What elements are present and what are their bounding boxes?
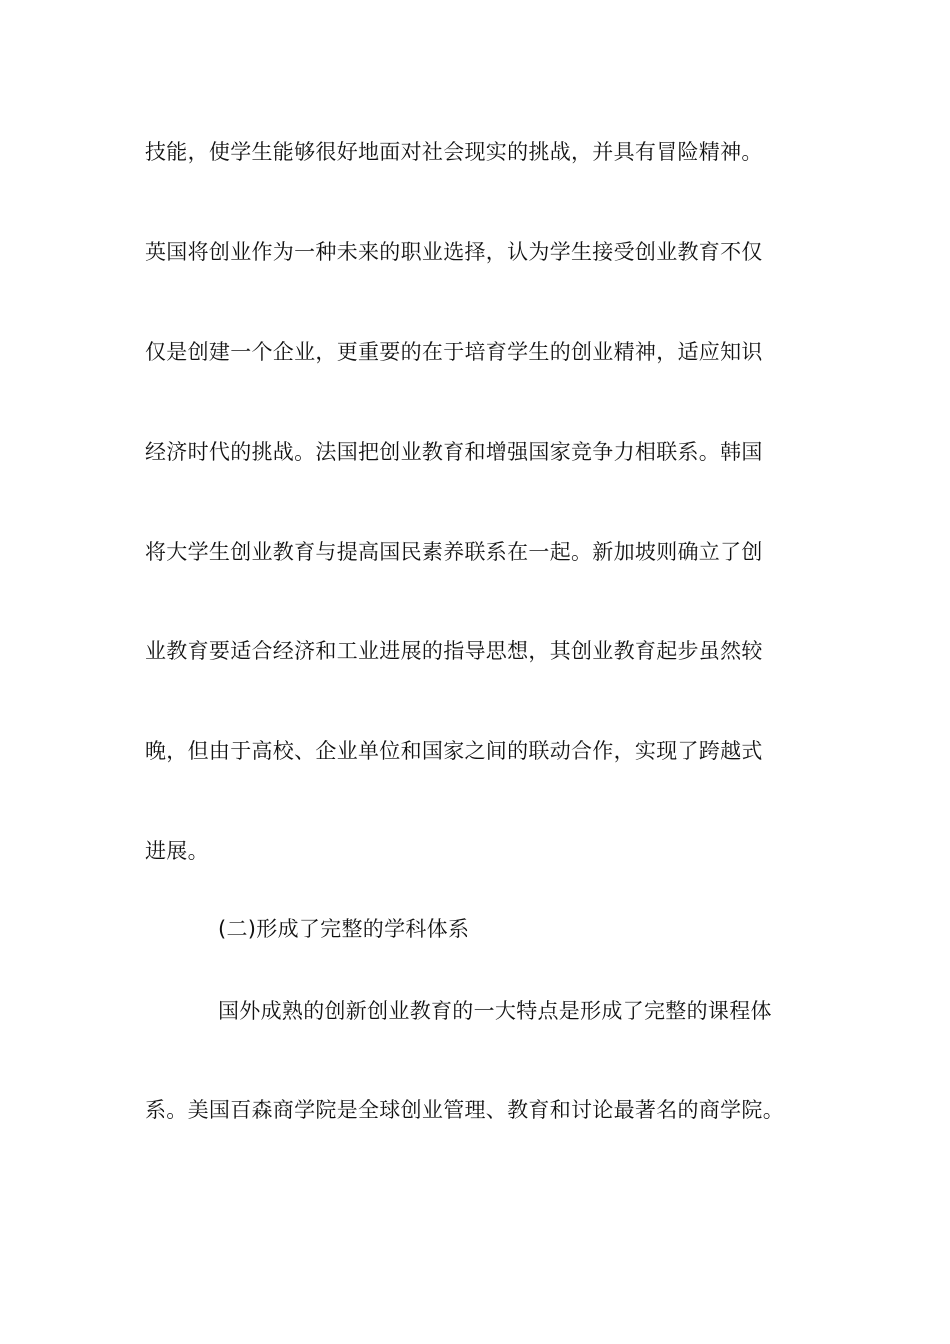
text-line: 仅是创建一个企业，更重要的在于培育学生的创业精神，适应知识 (145, 340, 763, 364)
section-heading: (二)形成了完整的学科体系 (218, 917, 470, 941)
text-line: 技能，使学生能够很好地面对社会现实的挑战，并具有冒险精神。 (145, 140, 763, 164)
text-line: 系。美国百森商学院是全球创业管理、教育和讨论最著名的商学院。 (145, 1098, 784, 1122)
text-line: 经济时代的挑战。法国把创业教育和增强国家竞争力相联系。韩国 (145, 440, 763, 464)
text-line: 国外成熟的创新创业教育的一大特点是形成了完整的课程体 (218, 999, 772, 1023)
text-line: 业教育要适合经济和工业进展的指导思想，其创业教育起步虽然较 (145, 639, 763, 663)
text-line: 晚，但由于高校、企业单位和国家之间的联动合作，实现了跨越式 (145, 739, 763, 763)
text-line: 英国将创业作为一种未来的职业选择，认为学生接受创业教育不仅 (145, 240, 763, 264)
text-line: 将大学生创业教育与提高国民素养联系在一起。新加坡则确立了创 (145, 540, 763, 564)
text-line: 进展。 (145, 839, 209, 863)
